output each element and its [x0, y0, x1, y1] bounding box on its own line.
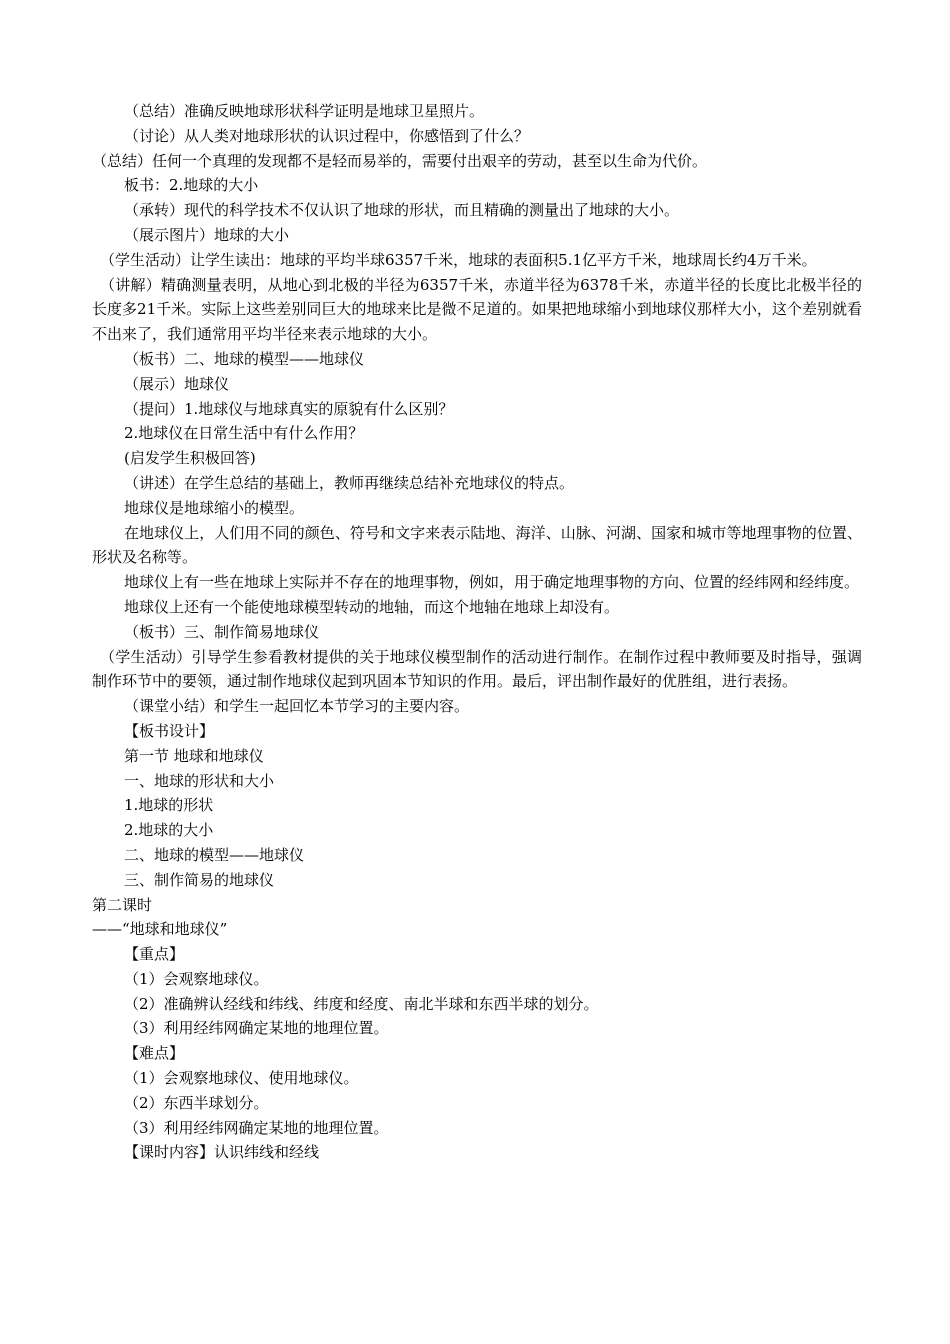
paragraph: （学生活动）让学生读出：地球的平均半球6357千米，地球的表面积5.1亿平方千米，地球周长约4万千米。 — [100, 250, 817, 269]
paragraph: 2.地球仪在日常生活中有什么作用？ — [124, 424, 364, 443]
paragraph: （板书）三、制作简易地球仪 — [124, 622, 320, 641]
paragraph: （提问）1.地球仪与地球真实的原貌有什么区别？ — [124, 399, 454, 418]
paragraph: 【重点】 — [124, 945, 185, 964]
paragraph: （2）准确辨认经线和纬线、纬度和经度、南北半球和东西半球的划分。 — [124, 994, 599, 1013]
paragraph: 2.地球的大小 — [124, 821, 214, 840]
paragraph: （3）利用经纬网确定某地的地理位置。 — [124, 1019, 389, 1038]
paragraph: （3）利用经纬网确定某地的地理位置。 — [124, 1118, 389, 1137]
paragraph: （讲解）精确测量表明，从地心到北极的半径为6357千米，赤道半径为6378千米，赤道半径的长度比北极半径的长度多21千米。实际上这些差别同巨大的地球来比是微不足道的。如果把地球缩小到地球仪那样大小，这个差别就看不出来了，我们通常用平均半径来表示地球的大小。 — [92, 275, 862, 344]
paragraph: （课堂小结）和学生一起回忆本节学习的主要内容。 — [124, 697, 470, 716]
paragraph: 【板书设计】 — [124, 721, 215, 740]
paragraph: （1）会观察地球仪。 — [124, 969, 269, 988]
paragraph: 第二课时 — [92, 895, 153, 914]
paragraph: 三、制作简易的地球仪 — [124, 870, 275, 889]
paragraph: 板书：2.地球的大小 — [124, 176, 259, 195]
paragraph: 一、地球的形状和大小 — [124, 771, 275, 790]
paragraph: （2）东西半球划分。 — [124, 1093, 269, 1112]
paragraph: （学生活动）引导学生参看教材提供的关于地球仪模型制作的活动进行制作。在制作过程中教师要及时指导，强调制作环节中的要领，通过制作地球仪起到巩固本节知识的作用。最后，评出制作最好的优胜组，进行表扬。 — [92, 647, 862, 691]
paragraph: 【课时内容】认识纬线和经线 — [124, 1143, 320, 1162]
paragraph: （总结）准确反映地球形状科学证明是地球卫星照片。 — [124, 102, 485, 120]
paragraph: ——“地球和地球仪” — [92, 920, 228, 939]
paragraph: （承转）现代的科学技术不仅认识了地球的形状，而且精确的测量出了地球的大小。 — [124, 201, 680, 220]
paragraph: （1）会观察地球仪、使用地球仪。 — [124, 1069, 359, 1088]
paragraph: （展示）地球仪 — [124, 374, 230, 393]
paragraph: (启发学生积极回答) — [124, 449, 256, 468]
document-page — [92, 99, 862, 1165]
paragraph: 在地球仪上，人们用不同的颜色、符号和文字来表示陆地、海洋、山脉、河湖、国家和城市等地理事物的位置、形状及名称等。 — [92, 523, 862, 567]
paragraph: 第一节 地球和地球仪 — [124, 746, 264, 765]
paragraph: （板书）二、地球的模型——地球仪 — [124, 349, 365, 368]
paragraph: 【难点】 — [124, 1044, 185, 1063]
paragraph: （讨论）从人类对地球形状的认识过程中，你感悟到了什么？ — [124, 126, 530, 145]
paragraph: （讲述）在学生总结的基础上，教师再继续总结补充地球仪的特点。 — [124, 473, 575, 492]
paragraph: 二、地球的模型——地球仪 — [124, 845, 305, 864]
paragraph: （展示图片）地球的大小 — [124, 225, 290, 244]
paragraph: 地球仪上还有一个能使地球模型转动的地轴，而这个地轴在地球上却没有。 — [124, 597, 620, 616]
paragraph: （总结）任何一个真理的发现都不是轻而易举的，需要付出艰辛的劳动，甚至以生命为代价。 — [92, 151, 708, 170]
paragraph: 1.地球的形状 — [124, 796, 214, 815]
paragraph: 地球仪上有一些在地球上实际并不存在的地理事物，例如，用于确定地理事物的方向、位置的经纬网和经纬度。 — [124, 573, 860, 592]
paragraph: 地球仪是地球缩小的模型。 — [124, 498, 305, 517]
